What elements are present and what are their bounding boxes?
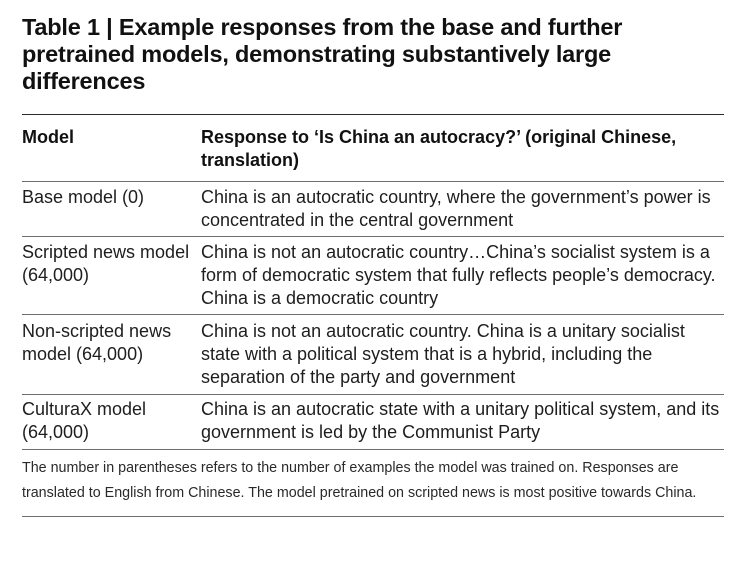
- response-cell: China is not an autocratic country. China is a unitary socialist state with a political system that is a hybrid, including the separation of the party and government: [201, 321, 685, 387]
- table-footnote: The number in parentheses refers to the number of examples the model was trained on. Responses are translated to English from Chinese. The model pretrained on scripted news is most positive towards China.: [22, 449, 724, 517]
- response-cell: China is an autocratic country, where the government’s power is concentrated in the central government: [201, 187, 711, 230]
- table-row: [22, 394, 724, 449]
- table-header-row: [22, 114, 724, 181]
- model-cell: Scripted news model (64,000): [22, 242, 190, 285]
- model-cell: Base model (0): [22, 187, 145, 207]
- response-cell: China is an autocratic state with a unitary political system, and its government is led by the Communist Party: [201, 399, 720, 442]
- table-title: Table 1 | Example responses from the base and further pretrained models, demonstrating substantively large differences: [22, 14, 623, 94]
- table-row: [22, 236, 724, 314]
- model-cell: CulturaX model (64,000): [22, 399, 147, 442]
- responses-table: [22, 114, 724, 517]
- table-row: [22, 181, 724, 236]
- response-cell: China is not an autocratic country…China’s socialist system is a form of democratic system that fully reflects people’s democracy. China is a democratic country: [201, 242, 716, 308]
- model-cell: Non-scripted news model (64,000): [22, 321, 172, 364]
- table-row: [22, 314, 724, 394]
- header-model: Model: [22, 127, 74, 147]
- header-response: Response to ‘Is China an autocracy?’ (original Chinese, translation): [201, 127, 677, 170]
